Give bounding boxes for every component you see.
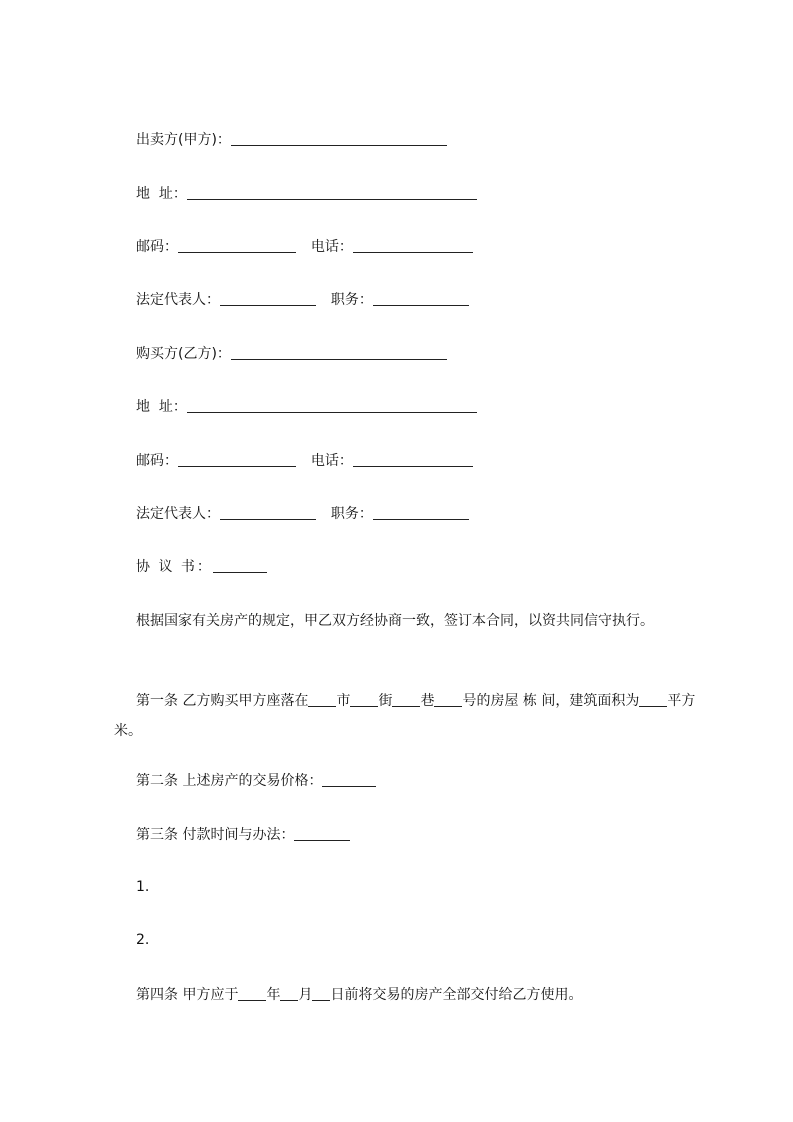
- buyer-address-label: 地 址：: [136, 399, 187, 415]
- article-2: [136, 771, 376, 791]
- year-field[interactable]: [238, 986, 266, 1001]
- agreement-label: 协 议 书：: [136, 559, 213, 575]
- buyer-rep-field[interactable]: [220, 505, 316, 520]
- city-field[interactable]: [308, 692, 336, 707]
- article-1: [114, 686, 714, 746]
- buyer-postcode-field[interactable]: [178, 452, 296, 467]
- article-4-text-3: 月: [298, 987, 313, 1003]
- seller-rep-label: 法定代表人：: [136, 292, 220, 308]
- article-1-heading: 第一条: [136, 693, 178, 709]
- buyer-address-row: [136, 397, 477, 417]
- seller-position-label: 职务：: [330, 292, 373, 308]
- street-field[interactable]: [350, 692, 378, 707]
- seller-address-label: 地 址：: [136, 186, 187, 202]
- seller-phone-label: 电话：: [310, 239, 353, 255]
- buyer-rep-label: 法定代表人：: [136, 506, 220, 522]
- buyer-address-field[interactable]: [187, 398, 477, 413]
- article-3-text: 付款时间与办法：: [182, 827, 295, 843]
- seller-rep-field[interactable]: [220, 291, 316, 306]
- article-1-text-1: 乙方购买甲方座落在: [182, 693, 309, 709]
- buyer-phone-field[interactable]: [353, 452, 473, 467]
- article-1-text-6: 平方米。: [114, 693, 696, 739]
- list-item-2: 2.: [136, 932, 150, 948]
- intro-paragraph: 根据国家有关房产的规定，甲乙双方经协商一致，签订本合同，以资共同信守执行。: [136, 613, 654, 629]
- lane-field[interactable]: [392, 692, 420, 707]
- day-field[interactable]: [312, 986, 330, 1001]
- seller-postcode-field[interactable]: [178, 238, 296, 253]
- buyer-contact-row: [136, 451, 473, 471]
- payment-field[interactable]: [294, 826, 350, 841]
- article-4-text-2: 年: [266, 987, 281, 1003]
- buyer-name-field[interactable]: [231, 345, 447, 360]
- buyer-position-label: 职务：: [330, 506, 373, 522]
- article-1-text-3: 街: [378, 693, 393, 709]
- article-4: [136, 985, 582, 1005]
- article-4-text-4: 日前将交易的房产全部交付给乙方使用。: [330, 987, 583, 1003]
- article-4-heading: 第四条: [136, 987, 178, 1003]
- buyer-postcode-label: 邮码：: [136, 453, 178, 469]
- seller-name-row: [136, 130, 447, 150]
- price-field[interactable]: [322, 772, 376, 787]
- number-field[interactable]: [434, 692, 462, 707]
- seller-name-field[interactable]: [231, 131, 447, 146]
- article-1-text-2: 市: [336, 693, 351, 709]
- seller-position-field[interactable]: [373, 291, 469, 306]
- article-2-text: 上述房产的交易价格：: [182, 773, 323, 789]
- buyer-rep-row: [136, 504, 469, 524]
- month-field[interactable]: [280, 986, 298, 1001]
- seller-address-row: [136, 184, 477, 204]
- seller-address-field[interactable]: [187, 185, 477, 200]
- seller-contact-row: [136, 237, 473, 257]
- article-4-text-1: 甲方应于: [182, 987, 239, 1003]
- buyer-label: 购买方(乙方)：: [136, 346, 231, 362]
- article-3: [136, 825, 350, 845]
- list-item-1: 1.: [136, 879, 150, 895]
- article-3-heading: 第三条: [136, 827, 178, 843]
- article-1-text-5: 号的房屋 栋 间，建筑面积为: [462, 693, 640, 709]
- buyer-name-row: [136, 344, 447, 364]
- buyer-phone-label: 电话：: [310, 453, 353, 469]
- seller-rep-row: [136, 290, 469, 310]
- seller-postcode-label: 邮码：: [136, 239, 178, 255]
- agreement-field[interactable]: [213, 558, 267, 573]
- seller-label: 出卖方(甲方)：: [136, 132, 231, 148]
- seller-phone-field[interactable]: [353, 238, 473, 253]
- article-2-heading: 第二条: [136, 773, 178, 789]
- agreement-row: [136, 557, 267, 577]
- area-field[interactable]: [639, 692, 667, 707]
- article-1-text-4: 巷: [420, 693, 435, 709]
- buyer-position-field[interactable]: [373, 505, 469, 520]
